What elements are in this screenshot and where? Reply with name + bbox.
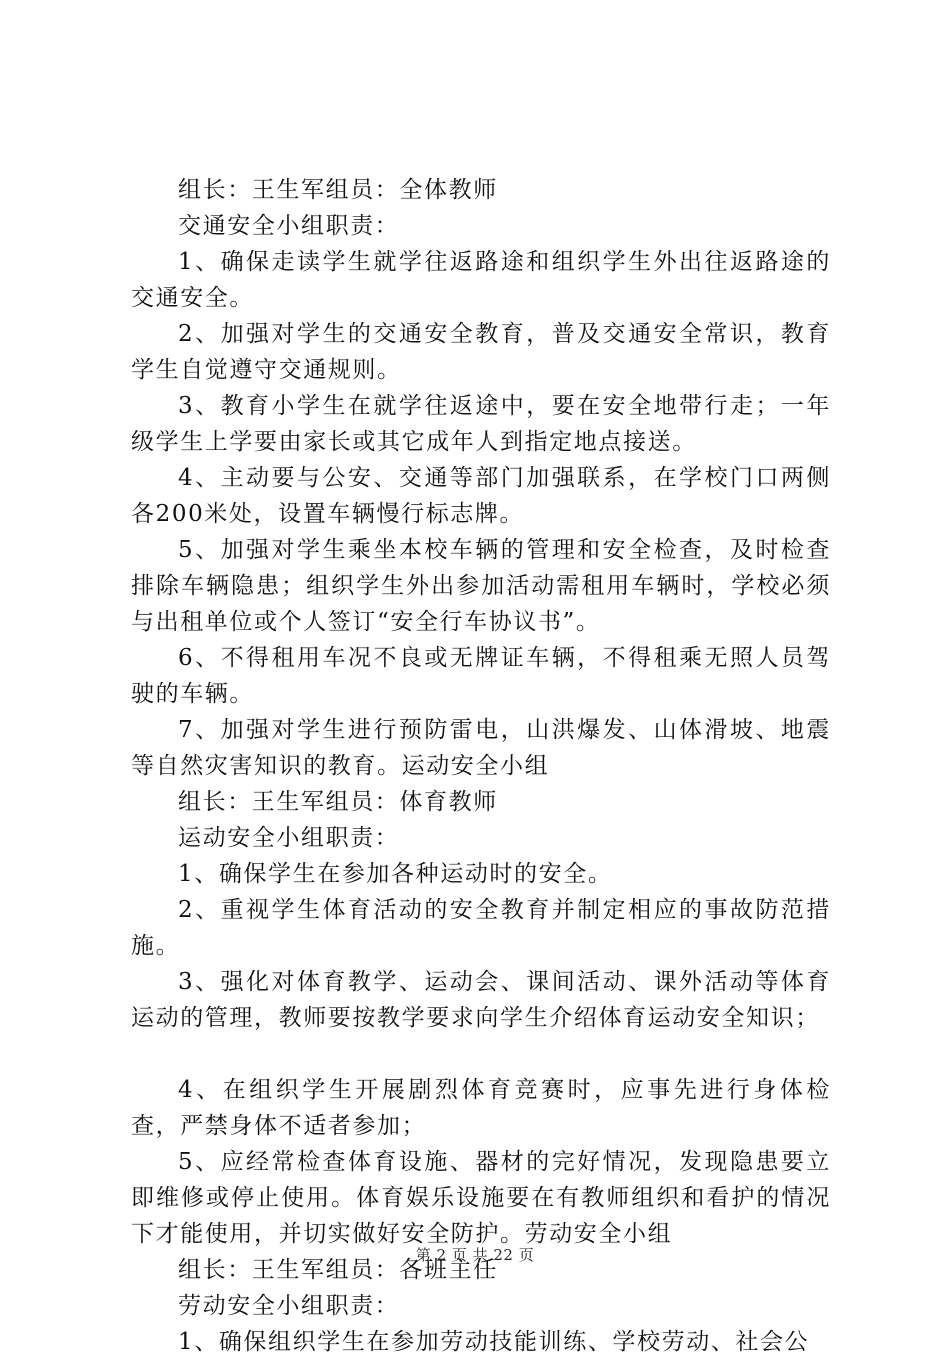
paragraph: 2、加强对学生的交通安全教育，普及交通安全常识，教育学生自觉遵守交通规则。 [131,321,831,383]
paragraph: 劳动安全小组职责： [178,1293,400,1319]
paragraph: 5、加强对学生乘坐本校车辆的管理和安全检查，及时检查排除车辆隐患；组织学生外出参加活动需租用车辆时，学校必须与出租单位或个人签订“安全行车协议书”。 [131,537,831,635]
paragraph: 组长：王生军组员：各班主任 [178,1257,498,1283]
paragraph: 组长：王生军组员：全体教师 [178,177,498,203]
paragraph: 6、不得租用车况不良或无牌证车辆，不得租乘无照人员驾驶的车辆。 [131,645,831,707]
paragraph: 5、应经常检查体育设施、器材的完好情况，发现隐患要立即维修或停止使用。体育娱乐设施要在有教师组织和看护的情况下才能使用，并切实做好安全防护。劳动安全小组 [131,1149,831,1247]
paragraph: 7、加强对学生进行预防雷电，山洪爆发、山体滑坡、地震等自然灾害知识的教育。运动安全小组 [131,717,831,779]
paragraph: 3、强化对体育教学、运动会、课间活动、课外活动等体育运动的管理，教师要按教学要求向学生介绍体育运动安全知识； [131,969,831,1031]
paragraph: 1、确保组织学生在参加劳动技能训练、学校劳动、社会公 [178,1329,810,1355]
paragraph: 4、在组织学生开展剧烈体育竞赛时，应事先进行身体检查，严禁身体不适者参加； [131,1077,831,1139]
paragraph: 1、确保学生在参加各种运动时的安全。 [178,861,613,887]
paragraph: 3、教育小学生在就学往返途中，要在安全地带行走；一年级学生上学要由家长或其它成年人到指定地点接送。 [131,393,831,455]
paragraph: 交通安全小组职责： [178,213,400,239]
paragraph: 4、主动要与公安、交通等部门加强联系，在学校门口两侧各200米处，设置车辆慢行标志牌。 [131,465,831,527]
paragraph: 1、确保走读学生就学往返路途和组织学生外出往返路途的交通安全。 [131,249,831,311]
paragraph: 2、重视学生体育活动的安全教育并制定相应的事故防范措施。 [131,897,831,959]
paragraph: 运动安全小组职责： [178,825,400,851]
page-footer: 第 2 页 共 22 页 [415,1246,535,1264]
document-body [131,172,831,1360]
paragraph: 组长：王生军组员：体育教师 [178,789,498,815]
